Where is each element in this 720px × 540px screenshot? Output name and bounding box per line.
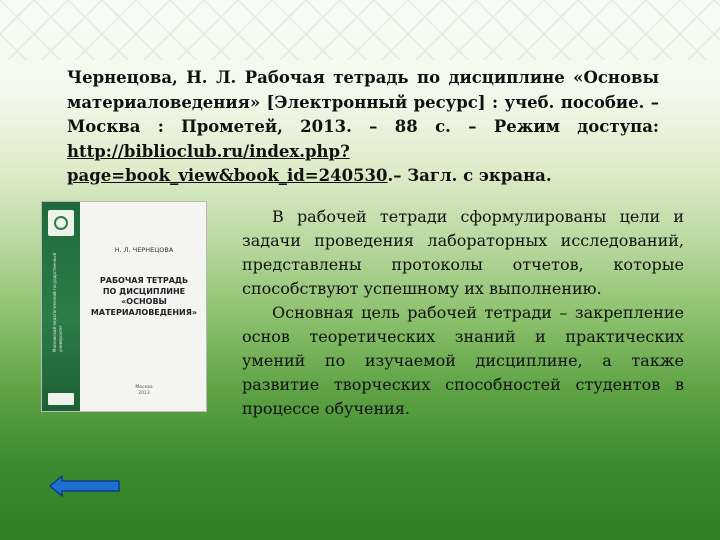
decorative-pattern-band bbox=[0, 0, 720, 60]
book-spine bbox=[42, 202, 80, 411]
cover-title-line: ПО ДИСЦИПЛИНЕ bbox=[102, 286, 186, 296]
cover-imprint bbox=[82, 385, 206, 397]
description-paragraph: Основная цель рабочей тетради – закрепление основ теоретических знаний и практических умений по изучаемой дисциплине, а также развитие творческих способностей студентов в процессе обучения. bbox=[242, 303, 684, 418]
citation-suffix: .– Загл. с экрана. bbox=[387, 166, 552, 185]
spine-publisher-text: Московский педагогический государственный университет bbox=[52, 252, 63, 352]
university-emblem-icon bbox=[48, 210, 74, 236]
cover-year: 2013 bbox=[138, 391, 150, 396]
cover-title bbox=[82, 276, 206, 318]
cover-title-line: МАТЕРИАЛОВЕДЕНИЯ» bbox=[90, 307, 198, 317]
cover-title-line: «ОСНОВЫ bbox=[121, 297, 167, 306]
cover-author: Н. Л. ЧЕРНЕЦОВА bbox=[114, 246, 174, 254]
citation-link[interactable]: http://biblioclub.ru/index.php?page=book_view&book_id=240530 bbox=[67, 141, 388, 185]
left-arrow-icon bbox=[49, 474, 121, 498]
cover-title-line: РАБОЧАЯ ТЕТРАДЬ bbox=[99, 276, 189, 285]
publisher-logo-icon bbox=[48, 393, 74, 405]
bibliographic-citation bbox=[67, 66, 659, 189]
description-paragraph: В рабочей тетради сформулированы цели и задачи проведения лабораторных исследований, представлены протоколы отчетов, которые способствуют успешному их выполнению. bbox=[242, 207, 684, 298]
back-button[interactable] bbox=[49, 474, 121, 498]
citation-text: Чернецова, Н. Л. Рабочая тетрадь по дисциплине «Основы материаловедения» [Электронный ресурс] : учеб. пособие. – Москва : Прометей, 2013. – 88 с. – Режим доступа: bbox=[67, 68, 659, 136]
book-description bbox=[242, 205, 684, 421]
book-cover-image bbox=[41, 201, 207, 412]
cover-city: Москва bbox=[135, 385, 153, 390]
